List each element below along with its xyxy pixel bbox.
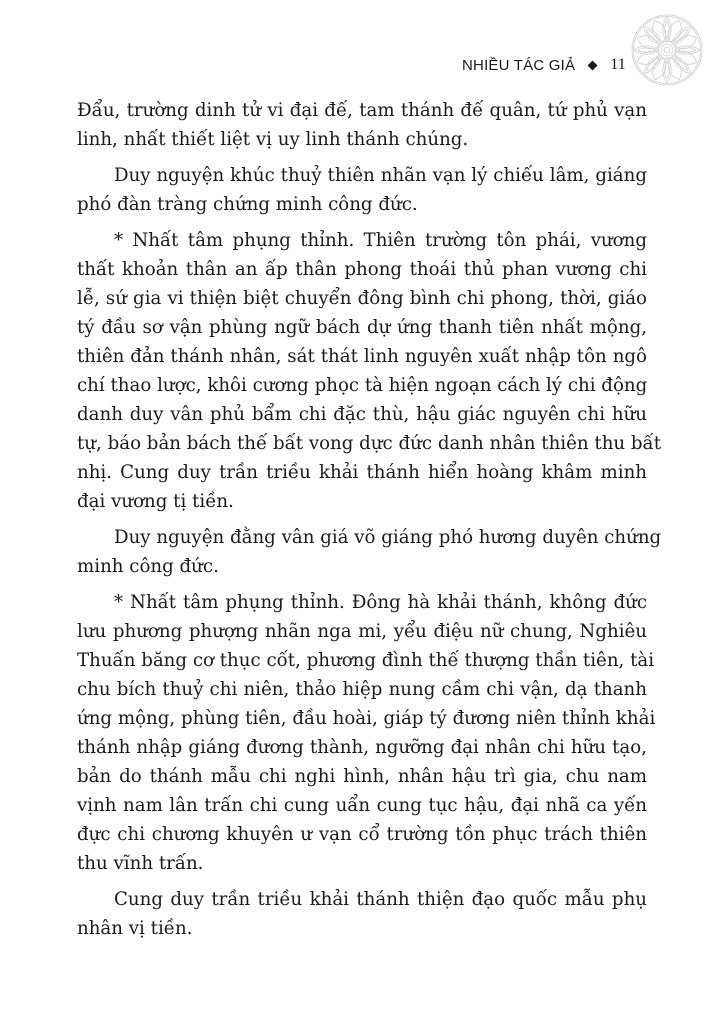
text-line: danh duy vân phủ bẩm chi đặc thù, hậu giác nguyên chi hữu xyxy=(77,404,647,425)
text-line: linh, nhất thiết liệt vị uy linh thánh chúng. xyxy=(77,129,469,150)
page-number: 11 xyxy=(610,56,626,73)
text-line: tý đầu sơ vận phùng ngữ bách dự ứng thanh tiên nhất mộng, xyxy=(77,317,647,338)
text-line: thiên đản thánh nhân, sát thát linh nguyên xuất nhập tôn ngô xyxy=(77,346,647,367)
paragraph xyxy=(77,523,662,581)
text-line: đại vương tị tiền. xyxy=(77,491,234,512)
paragraph xyxy=(77,588,656,878)
text-line: thất khoản thân an ấp thân phong thoái thủ phan vương chi xyxy=(77,259,647,280)
text-line: nhị. Cung duy trần triều khải thánh hiển hoàng khâm minh xyxy=(77,462,647,483)
text-line: Duy nguyện đằng vân giá võ giáng phó hương duyên chứng xyxy=(114,527,662,548)
running-header xyxy=(462,56,626,74)
text-line: tự, báo bản bách thế bất vong dực đức danh nhân thiên thu bất xyxy=(77,433,661,454)
text-line: chu bích thuỷ chi niên, thảo hiệp nung cầm chi vận, dạ thanh xyxy=(77,679,647,700)
text-line: lưu phương phượng nhãn nga mi, yểu điệu nữ chung, Nghiêu xyxy=(77,621,647,642)
text-line: thu vĩnh trấn. xyxy=(77,853,204,874)
text-line: Cung duy trần triều khải thánh thiện đạo quốc mẫu phụ xyxy=(114,889,647,910)
paragraph xyxy=(77,96,647,154)
text-line: chí thao lược, khôi cương phọc tà hiện ngoạn cách lý chi động xyxy=(77,375,648,396)
text-line: Đẩu, trường dinh tử vi đại đế, tam thánh đế quân, tứ phủ vạn xyxy=(77,100,647,121)
diamond-icon xyxy=(588,60,598,70)
text-line: nhân vị tiền. xyxy=(77,918,193,939)
text-line: thánh nhập giáng đương thành, ngưỡng đại nhân chi hữu tạo, xyxy=(77,737,647,758)
body-text xyxy=(77,96,662,950)
paragraph xyxy=(77,885,647,943)
text-line: vịnh nam lân trấn chi cung uẩn cung tục hậu, đại nhã ca yến xyxy=(77,795,647,816)
text-line: * Nhất tâm phụng thỉnh. Đông hà khải thánh, không đức xyxy=(114,592,647,613)
text-line: Thuấn băng cơ thục cốt, phương đình thế thượng thần tiên, tài xyxy=(77,650,655,671)
text-line: ứng mộng, phùng tiên, đầu hoài, giáp tý đương niên thỉnh khải xyxy=(77,708,656,729)
paragraph xyxy=(77,226,661,516)
running-title: NHIỀU TÁC GIẢ xyxy=(462,56,576,74)
paragraph xyxy=(77,161,647,219)
text-line: minh công đức. xyxy=(77,556,219,577)
lotus-mandala-icon xyxy=(631,14,703,86)
text-line: Duy nguyện khúc thuỷ thiên nhãn vạn lý chiếu lâm, giáng xyxy=(114,165,647,186)
text-line: đực chi chương khuyên ư vạn cổ trường tồn phục trách thiên xyxy=(77,824,647,845)
text-line: lễ, sứ gia vi thiện biệt chuyển đông bình chi phong, thời, giáo xyxy=(77,288,647,309)
text-line: phó đàn tràng chứng minh công đức. xyxy=(77,194,418,215)
text-line: bản do thánh mẫu chi nghi hình, nhân hậu trì gia, chu nam xyxy=(77,766,647,787)
text-line: * Nhất tâm phụng thỉnh. Thiên trường tôn phái, vương xyxy=(114,230,647,251)
